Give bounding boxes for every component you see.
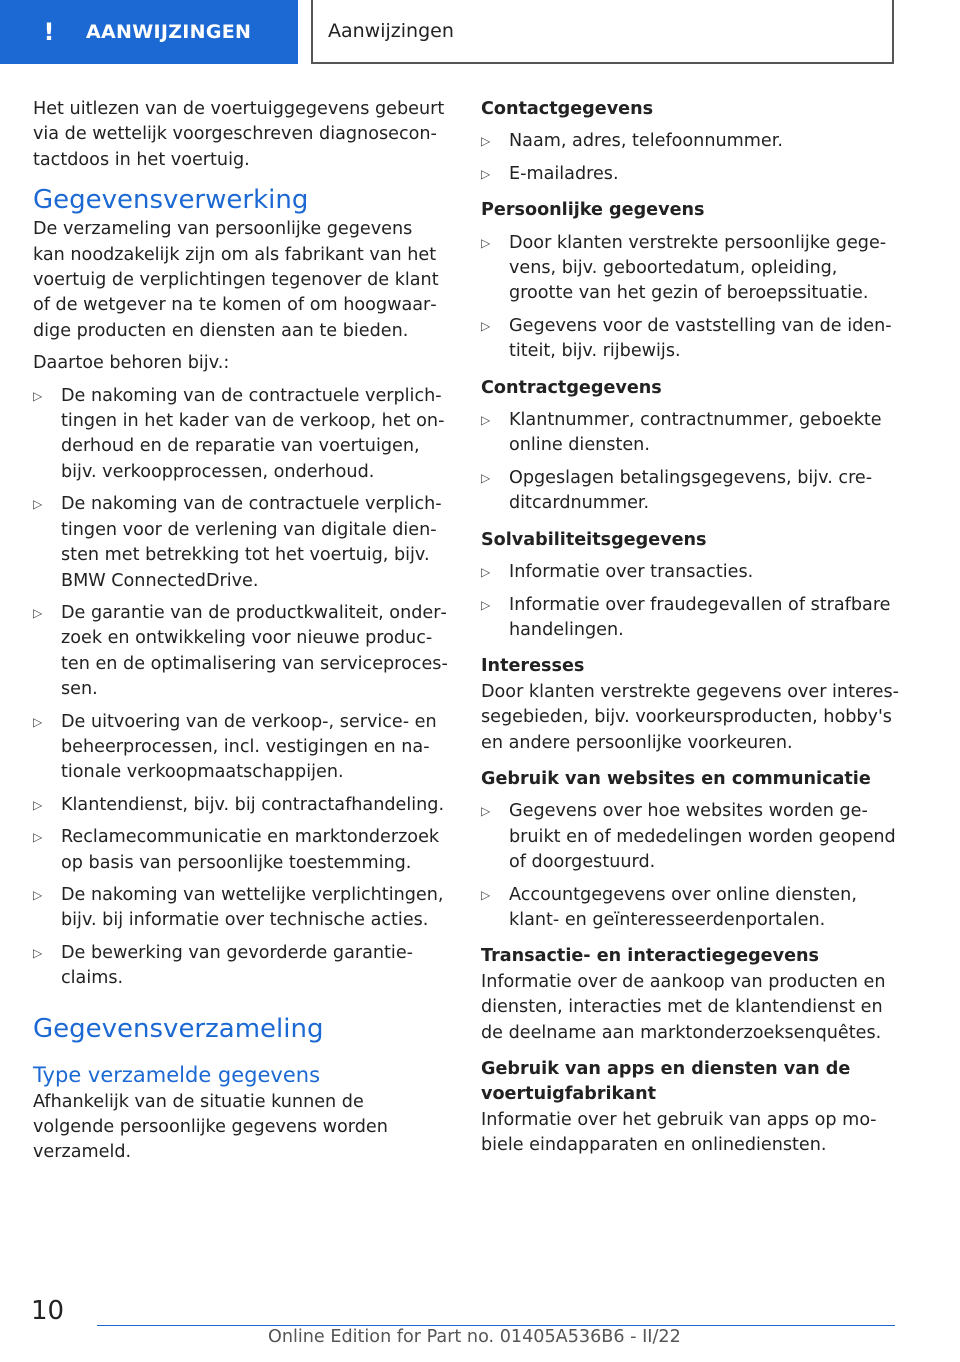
list-item: ▷ Informatie over fraudegevallen of strafbare handelingen.	[481, 594, 891, 640]
list-item: ▷ De uitvoering van de verkoop-, service- en beheerprocessen, incl. vestigingen en nationale verkoopmaatschappijen.	[33, 711, 437, 783]
section-title-contact: Contactgegevens	[481, 99, 654, 119]
heading-processing: Gegevensverwerking	[33, 185, 309, 216]
triangle-bullet-icon: ▷	[33, 605, 43, 620]
section-title-apps: Gebruik van apps en diensten van de voertuigfabrikant	[481, 1059, 851, 1105]
chapter-title: Aanwijzingen	[328, 20, 454, 42]
section-title-solvency: Solvabiliteitsgegevens	[481, 529, 707, 550]
triangle-bullet-icon: ▷	[33, 830, 43, 845]
triangle-bullet-icon: ▷	[481, 134, 491, 149]
triangle-bullet-icon: ▷	[481, 470, 491, 485]
triangle-bullet-icon: ▷	[33, 714, 43, 729]
include-label: Daartoe behoren bijv.:	[33, 353, 230, 374]
transactions-paragraph: Informatie over de aankoop van producten en diensten, interacties met de klantendienst en de deelname aan marktonderzoeksenquêtes.	[481, 971, 886, 1043]
triangle-bullet-icon: ▷	[33, 388, 43, 403]
page-number: 10	[31, 1296, 65, 1326]
triangle-bullet-icon: ▷	[33, 797, 43, 812]
triangle-bullet-icon: ▷	[481, 565, 491, 580]
list-item: ▷ Gegevens voor de vaststelling van de identiteit, bijv. rijbewijs.	[481, 315, 892, 362]
footer-divider	[97, 1325, 895, 1326]
section-title-contract: Contractgegevens	[481, 377, 662, 398]
processing-paragraph: De verzameling van persoonlijke gegevens kan noodzakelijk zijn om als fabrikant van het voertuig de verplichtingen tegenover de klant of de wetgever na te komen of om hoogwaardige producten en diensten aan te bieden.	[33, 219, 439, 341]
list-item: ▷ De garantie van de productkwaliteit, onderzoek en ontwikkeling voor nieuwe producten en de optimalisering van serviceprocessen.	[33, 602, 448, 700]
triangle-bullet-icon: ▷	[33, 887, 43, 902]
types-paragraph: Afhankelijk van de situatie kunnen de volgende persoonlijke gegevens worden verzameld.	[33, 1091, 388, 1163]
intro-paragraph: Het uitlezen van de voertuiggegevens gebeurt via de wettelijk voorgeschreven diagnosecontactdoos in het voertuig.	[33, 99, 445, 170]
heading-collection: Gegevensverzameling	[33, 1013, 324, 1044]
contract-list	[481, 408, 901, 517]
exclamation-icon: !	[43, 18, 55, 46]
personal-list	[481, 231, 901, 365]
list-item: ▷ De nakoming van de contractuele verplichtingen voor de verlening van digitale diensten met betrekking tot het voertuig, bijv. BMW ConnectedDrive.	[33, 494, 442, 591]
list-item: ▷ E-mailadres.	[481, 162, 901, 187]
contact-list	[481, 129, 901, 187]
list-item: ▷ Door klanten verstrekte persoonlijke gegevens, bijv. geboortedatum, opleiding, grootte van het gezin of beroepssituatie.	[481, 232, 887, 304]
triangle-bullet-icon: ▷	[481, 804, 491, 819]
list-item: ▷ Reclamecommunicatie en marktonderzoek op basis van persoonlijke toestemming.	[33, 827, 440, 873]
section-title-personal: Persoonlijke gegevens	[481, 200, 705, 221]
list-item: ▷ Naam, adres, telefoonnummer.	[481, 129, 901, 154]
triangle-bullet-icon: ▷	[33, 497, 43, 512]
section-title-transactions: Transactie- en interactiegegevens	[481, 946, 820, 967]
right-column	[481, 97, 901, 1159]
interests-paragraph: Door klanten verstrekte gegevens over interessegebieden, bijv. voorkeursproducten, hobby's en andere persoonlijke voorkeuren.	[481, 681, 899, 753]
processing-list	[33, 384, 448, 992]
section-title-websites: Gebruik van websites en communicatie	[481, 768, 871, 789]
left-column	[33, 97, 448, 1166]
section-tab-label: AANWIJZINGEN	[86, 21, 252, 43]
list-item: ▷ Informatie over transacties.	[481, 560, 901, 585]
chapter-title-box	[311, 0, 894, 64]
list-item: ▷ Klantendienst, bijv. bij contractafhandeling.	[33, 793, 448, 818]
list-item: ▷ Klantnummer, contractnummer, geboekte online diensten.	[481, 410, 882, 456]
triangle-bullet-icon: ▷	[481, 318, 491, 333]
apps-paragraph: Informatie over het gebruik van apps op mobiele eindapparaten en onlinediensten.	[481, 1109, 877, 1156]
triangle-bullet-icon: ▷	[481, 235, 491, 250]
list-item: ▷ De bewerking van gevorderde garantieclaims.	[33, 942, 414, 989]
triangle-bullet-icon: ▷	[481, 413, 491, 428]
section-tab[interactable]	[0, 0, 298, 64]
list-item: ▷ Gegevens over hoe websites worden gebruikt en of mededelingen worden geopend of doorgestuurd.	[481, 801, 896, 873]
websites-list	[481, 799, 901, 933]
triangle-bullet-icon: ▷	[33, 945, 43, 960]
triangle-bullet-icon: ▷	[481, 887, 491, 902]
list-item: ▷ Opgeslagen betalingsgegevens, bijv. creditcardnummer.	[481, 467, 873, 514]
list-item: ▷ Accountgegevens over online diensten, klant- en geïnteresseerdenportalen.	[481, 884, 857, 930]
section-title-interests: Interesses	[481, 656, 585, 677]
list-item: ▷ De nakoming van de contractuele verplichtingen in het kader van de verkoop, het onderhoud en de reparatie van voertuigen, bijv. verkoopprocessen, onderhoud.	[33, 385, 445, 482]
solvency-list	[481, 560, 901, 643]
triangle-bullet-icon: ▷	[481, 166, 491, 181]
edition-footer: Online Edition for Part no. 01405A536B6 - II/22	[268, 1327, 681, 1347]
subheading-types: Type verzamelde gegevens	[33, 1062, 321, 1087]
triangle-bullet-icon: ▷	[481, 597, 491, 612]
list-item: ▷ De nakoming van wettelijke verplichtingen, bijv. bij informatie over technische acties.	[33, 884, 444, 931]
